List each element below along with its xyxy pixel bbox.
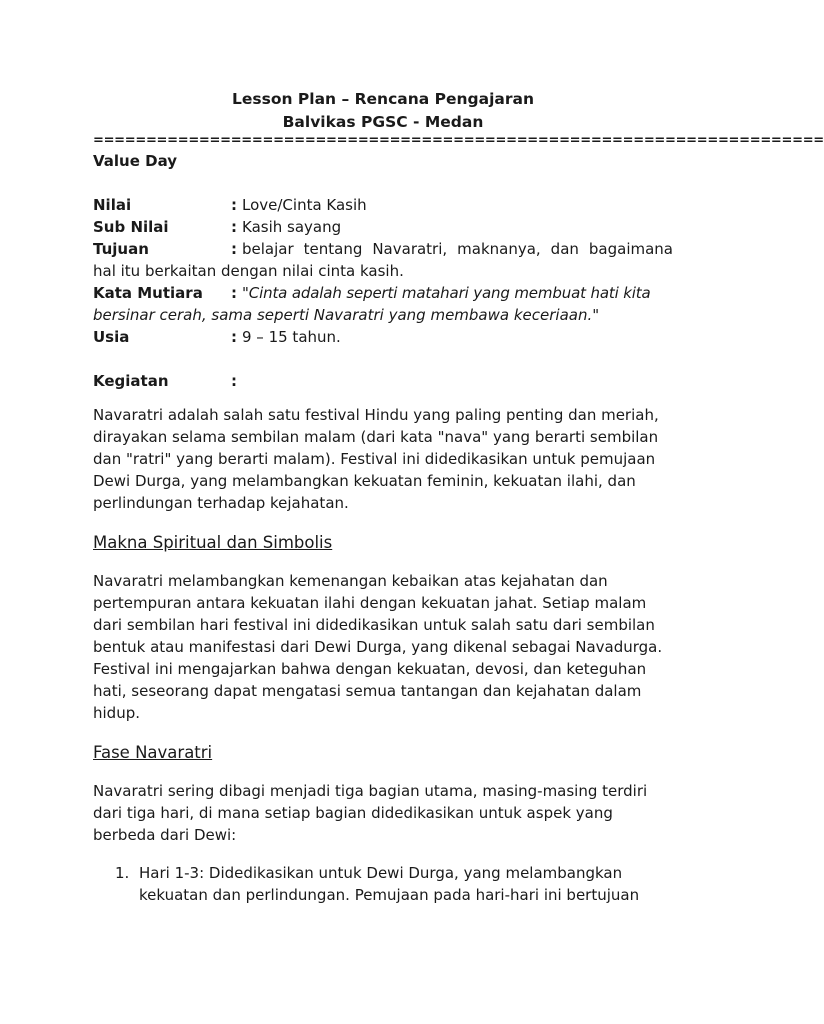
info-colon: : [231, 218, 237, 236]
document-content [93, 88, 824, 906]
intro-paragraph: Navaratri adalah salah satu festival Hindu yang paling penting dan meriah, dirayakan selama sembilan malam (dari kata "nava" yang berarti sembilan dan "ratri" yang berarti malam). Festival ini didedikasikan untuk pemujaan Dewi Durga, yang melambangkan kekuatan feminin, kekuatan ilahi, dan perlindungan terhadap kejahatan. [93, 406, 659, 512]
section-heading-makna: Makna Spiritual dan Simbolis [93, 533, 333, 552]
info-row-sub-nilai [93, 216, 673, 238]
section-heading-fase: Fase Navaratri [93, 743, 213, 762]
kegiatan-row [93, 370, 673, 392]
title-line-2: Balvikas PGSC - Medan [282, 113, 484, 131]
info-value: 9 – 15 tahun. [242, 328, 341, 346]
info-colon: : [231, 196, 237, 214]
info-value-continued: bersinar cerah, sama seperti Navaratri yang membawa keceriaan." [93, 306, 600, 324]
info-value: Love/Cinta Kasih [242, 196, 367, 214]
info-row-kata-mutiara [93, 282, 673, 304]
paragraph-makna: Navaratri melambangkan kemenangan kebaikan atas kejahatan dan pertempuran antara kekuatan ilahi dengan kekuatan jahat. Setiap malam dari sembilan hari festival ini didedikasikan untuk salah satu dari sembilan bentuk atau manifestasi dari Dewi Durga, yang dikenal sebagai Navadurga. Festival ini mengajarkan bahwa dengan kekuatan, devosi, dan keteguhan hati, seseorang dapat mengatasi semua tantangan dan kejahatan dalam hidup. [93, 572, 663, 722]
info-row-nilai [93, 194, 673, 216]
phase-list [93, 862, 673, 906]
info-value: belajar tentang Navaratri, maknanya, dan bagaimana [242, 240, 673, 258]
info-value: Kasih sayang [242, 218, 342, 236]
info-label: Nilai [93, 196, 132, 214]
kegiatan-colon: : [231, 372, 237, 390]
info-row-usia [93, 326, 673, 348]
kegiatan-label: Kegiatan [93, 372, 169, 390]
info-row-tujuan [93, 238, 673, 260]
info-value-continued: hal itu berkaitan dengan nilai cinta kasih. [93, 262, 404, 280]
list-item [93, 862, 673, 906]
title-line-1: Lesson Plan – Rencana Pengajaran [231, 90, 535, 108]
info-colon: : [231, 284, 237, 302]
info-label: Tujuan [93, 240, 149, 258]
section-label: Value Day [93, 152, 178, 170]
paragraph-fase: Navaratri sering dibagi menjadi tiga bagian utama, masing-masing terdiri dari tiga hari, di mana setiap bagian didedikasikan untuk aspek yang berbeda dari Dewi: [93, 782, 648, 844]
info-value: "Cinta adalah seperti matahari yang membuat hati kita [242, 284, 651, 302]
info-colon: : [231, 240, 237, 258]
lesson-info [93, 194, 673, 348]
info-colon: : [231, 328, 237, 346]
info-label: Sub Nilai [93, 218, 169, 236]
info-label: Usia [93, 328, 130, 346]
separator-line: ===================================================================== [93, 133, 824, 148]
info-label: Kata Mutiara [93, 284, 203, 302]
list-text: Hari 1-3: Didedikasikan untuk Dewi Durga, yang melambangkan kekuatan dan perlindungan. Pemujaan pada hari-hari ini bertujuan [139, 864, 640, 904]
list-number: 1. [115, 864, 130, 882]
